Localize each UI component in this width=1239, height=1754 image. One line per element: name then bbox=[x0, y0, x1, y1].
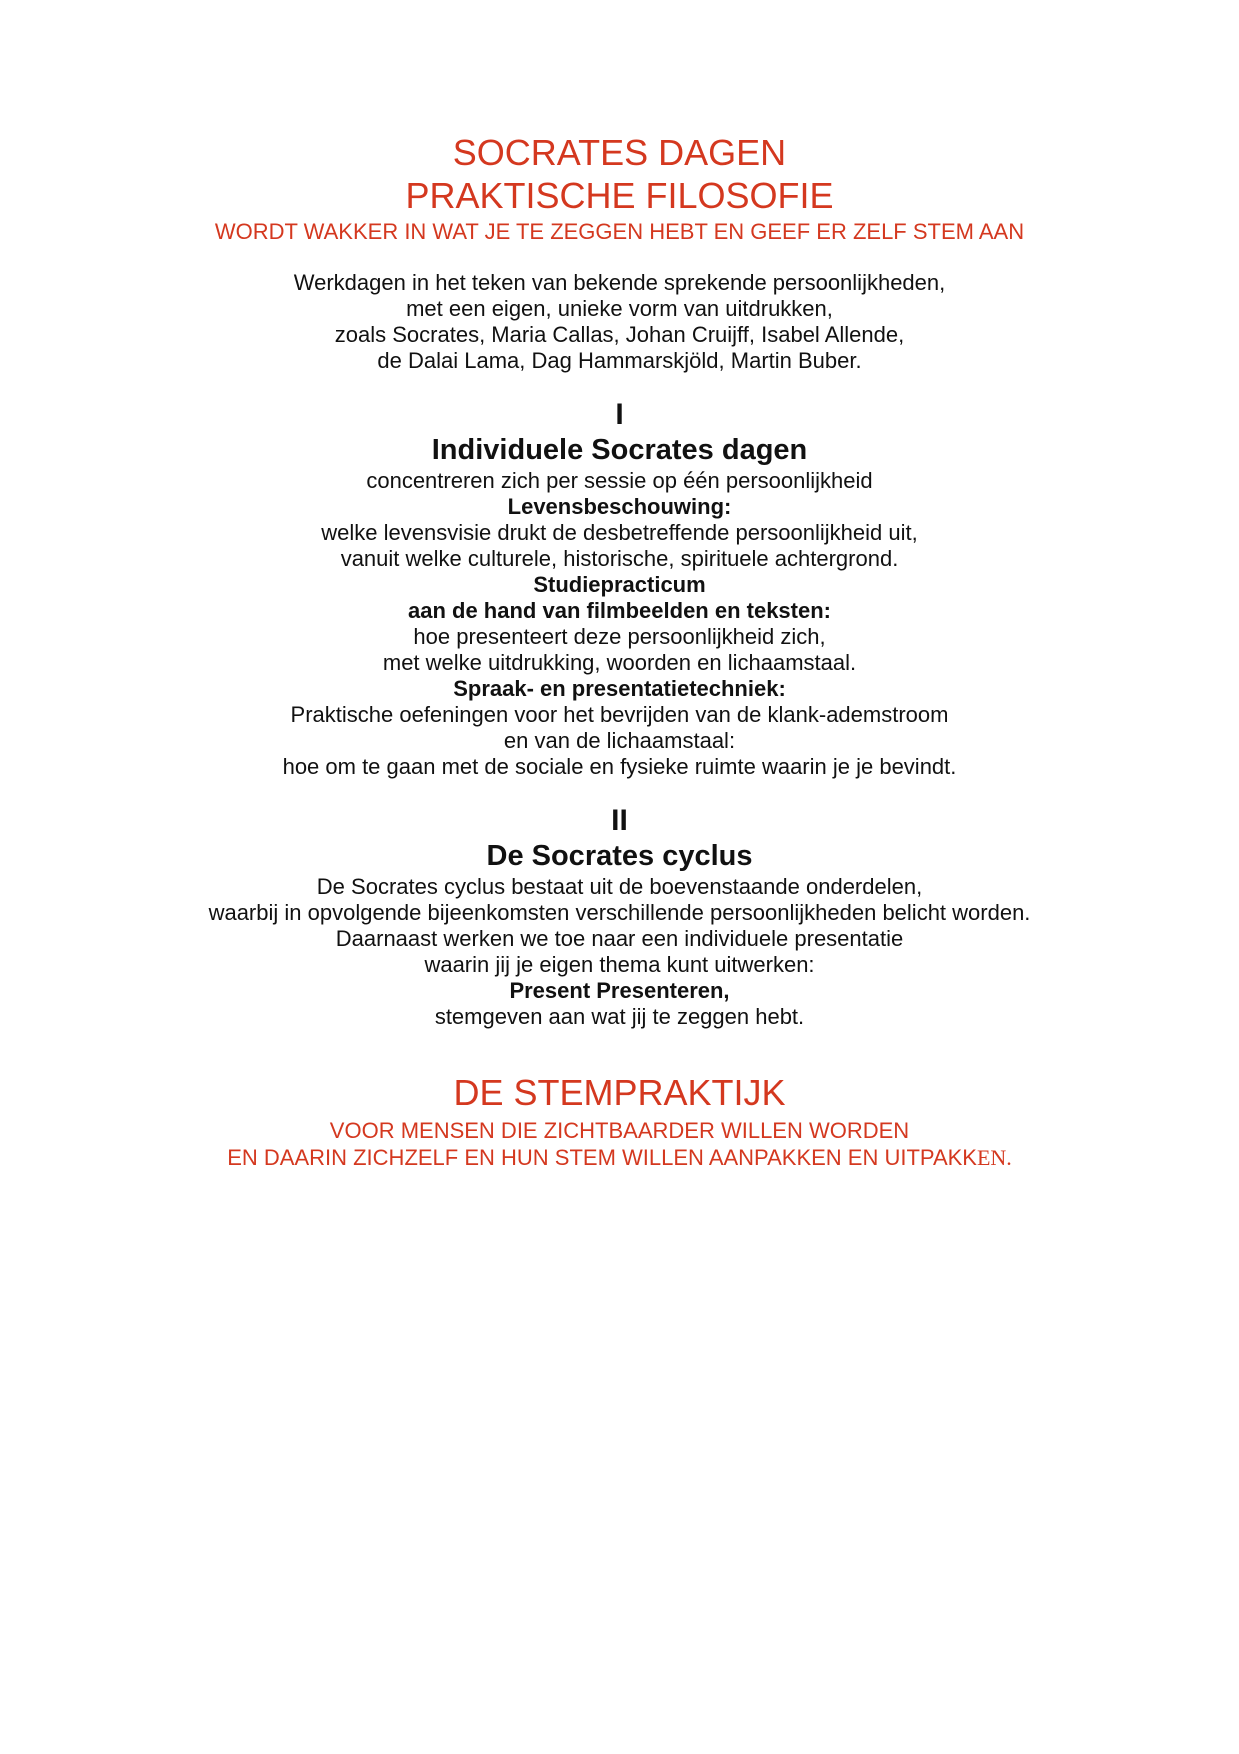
title-socrates-dagen: SOCRATES DAGEN bbox=[452, 132, 787, 173]
footer-line-2-main: EN DAARIN ZICHZELF EN HUN STEM WILLEN AANPAKKEN EN UITPAKK bbox=[227, 1145, 977, 1170]
section1-text1b: vanuit welke culturele, historische, spirituele achtergrond. bbox=[340, 546, 899, 571]
section2-heading-present: Present Presenteren, bbox=[509, 978, 730, 1003]
section1-heading-filmbeelden: aan de hand van filmbeelden en teksten: bbox=[408, 598, 831, 623]
tagline: WORDT WAKKER IN WAT JE TE ZEGGEN HEBT EN GEEF ER ZELF STEM AAN bbox=[214, 219, 1025, 244]
intro-line-2: met een eigen, unieke vorm van uitdrukken, bbox=[406, 296, 833, 321]
section2-text5: stemgeven aan wat jij te zeggen hebt. bbox=[434, 1004, 805, 1029]
section1-text1a: welke levensvisie drukt de desbetreffende persoonlijkheid uit, bbox=[321, 520, 918, 545]
section1-text2b: met welke uitdrukking, woorden en lichaamstaal. bbox=[382, 650, 857, 675]
section2-text3: Daarnaast werken we toe naar een individuele presentatie bbox=[335, 926, 904, 951]
section2-numeral: II bbox=[611, 804, 628, 837]
section1-lead: concentreren zich per sessie op één persoonlijkheid bbox=[366, 468, 873, 493]
section2-text2: waarbij in opvolgende bijeenkomsten verschillende persoonlijkheden belicht worden. bbox=[208, 900, 1031, 925]
section2-text1: De Socrates cyclus bestaat uit de boevenstaande onderdelen, bbox=[316, 874, 923, 899]
section1-title: Individuele Socrates dagen bbox=[431, 434, 808, 466]
section1-text3c: hoe om te gaan met de sociale en fysieke ruimte waarin je je bevindt. bbox=[282, 754, 957, 779]
footer-title: DE STEMPRAKTIJK bbox=[453, 1072, 786, 1113]
footer-line-2-tail: EN. bbox=[976, 1145, 1012, 1170]
footer-line-2 bbox=[0, 1147, 1239, 1169]
section1-heading-spraak: Spraak- en presentatietechniek: bbox=[453, 676, 786, 701]
section2-text4: waarin jij je eigen thema kunt uitwerken: bbox=[424, 952, 815, 977]
footer-line-1: VOOR MENSEN DIE ZICHTBAARDER WILLEN WORDEN bbox=[329, 1118, 910, 1143]
section1-heading-studiepracticum: Studiepracticum bbox=[533, 572, 706, 597]
intro-line-4: de Dalai Lama, Dag Hammarskjöld, Martin Buber. bbox=[377, 348, 862, 373]
title-praktische-filosofie: PRAKTISCHE FILOSOFIE bbox=[405, 175, 834, 216]
intro-line-1: Werkdagen in het teken van bekende sprekende persoonlijkheden, bbox=[293, 270, 946, 295]
intro-line-3: zoals Socrates, Maria Callas, Johan Cruijff, Isabel Allende, bbox=[334, 322, 905, 347]
section1-text3a: Praktische oefeningen voor het bevrijden van de klank-ademstroom bbox=[290, 702, 949, 727]
section2-title: De Socrates cyclus bbox=[486, 840, 753, 872]
section1-numeral: I bbox=[615, 398, 624, 431]
section1-heading-levensbeschouwing: Levensbeschouwing: bbox=[507, 494, 732, 519]
section1-text2a: hoe presenteert deze persoonlijkheid zich, bbox=[413, 624, 826, 649]
section1-text3b: en van de lichaamstaal: bbox=[503, 728, 736, 753]
